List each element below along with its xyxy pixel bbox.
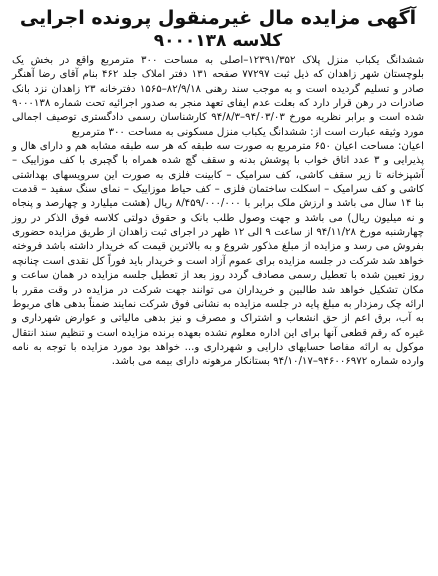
- property-description: ششدانگ یکباب منزل پلاک ۱۲۳۹۱/۳۵۲–اصلی به مساحت ۳۰۰ مترمربع واقع در بخش یک بلوچستان شهر زاهدان که ذیل ثبت ۷۷۲۹۷ صفحه ۱۳۱ دفتر املاک جلد ۴۶۲ بنام آقای رضا آهنگر صادر و تسلیم گردیده است و به موجب سند رهنی ۸۲/۹/۱۸–۱۵۶۵ دفترخانه ۲۳ زاهدان نزد بانک صادرات در رهن قرار دارد که بعلت عدم ایفای تعهد منجر به صدور اجرائیه تحت شماره ۹۰۰۰۱۳۸ شده است و برابر نظریه مورخ ۹۴/۰۳/۰۳–۹۴/۸/۳ کارشناسان رسمی دادگستری توصیف اجمالی مورد وثیقه عبارت است از: ششدانگ یکباب منزل مسکونی به مساحت ۳۰۰ مترمربع: [12, 55, 425, 138]
- case-number: کلاسه ۹۰۰۰۱۳۸: [153, 31, 283, 51]
- notice-title: آگهی مزایده مال غیرمنقول پرونده اجرایی: [19, 7, 417, 29]
- auction-terms: اعیان: مساحت اعیان ۶۵۰ مترمربع به صورت سه طبقه که هر سه طبقه مشابه هم و دارای هال و پذیرایی و ۳ عدد اتاق خواب با پوشش بدنه و سقف گچ شده همراه با گچبری با کف موزاییک – آشپزخانه تا زیر سقف کاشی، کف سرامیک – کابینت فلزی به صورت این سرویسهای بهداشتی کاشی و کف سرامیک – اسکلت ساختمان فلزی – کف حیاط موزاییک – نمای سنگ سفید – قدمت بنا ۱۴ سال می باشد و ارزش ملک برابر با ۸/۴۵۹/۰۰۰/۰۰۰ ریال (هشت میلیارد و چهارصد و پنجاه و نه میلیون ریال) می باشد و جهت وصول طلب بانک و حقوق دولتی کلاسه فوق الذکر در روز چهارشنبه مورخ ۹۴/۱۱/۲۸ از ساعت ۹ الی ۱۲ ظهر در اجرای ثبت زاهدان از طریق مزایده حضوری بفروش می رسد و مزایده از مبلغ مذکور شروع و به بالاترین قیمت که خریدار داشته باشد فروخته خواهد شد شرکت در جلسه مزایده برای عموم آزاد است و خریدار باید فوراً کل نقدی است چنانچه روز تعیین شده با تعطیل رسمی مصادف گردد روز بعد از تعطیل جلسه مزایده در همان ساعت و مکان تشکیل خواهد شد طالبین و خریداران می توانند جهت شرکت در مزایده در وقت مقرر با ارائه چک رمزدار به مبلغ پایه در جلسه مزایده به نشانی فوق شرکت نمایند ضمناً بدهی های مربوط به آب، برق اعم از حق انشعاب و اشتراک و مصرف و نیز بدهی مالیاتی و عوارض شهرداری و غیره که رقم قطعی آنها برای این اداره معلوم نشده بعهده برنده مزایده است و تنظیم سند انتقال موکول به ارائه مفاصا حسابهای دارایی و شهرداری و... خواهد بود مورد مزایده با توجه به نامه وارده شماره ۹۴۶۰۰۶۹۷۲–۹۴/۱۰/۱۷ بستانکار مرهونه دارای بیمه می باشد.: [12, 141, 425, 368]
